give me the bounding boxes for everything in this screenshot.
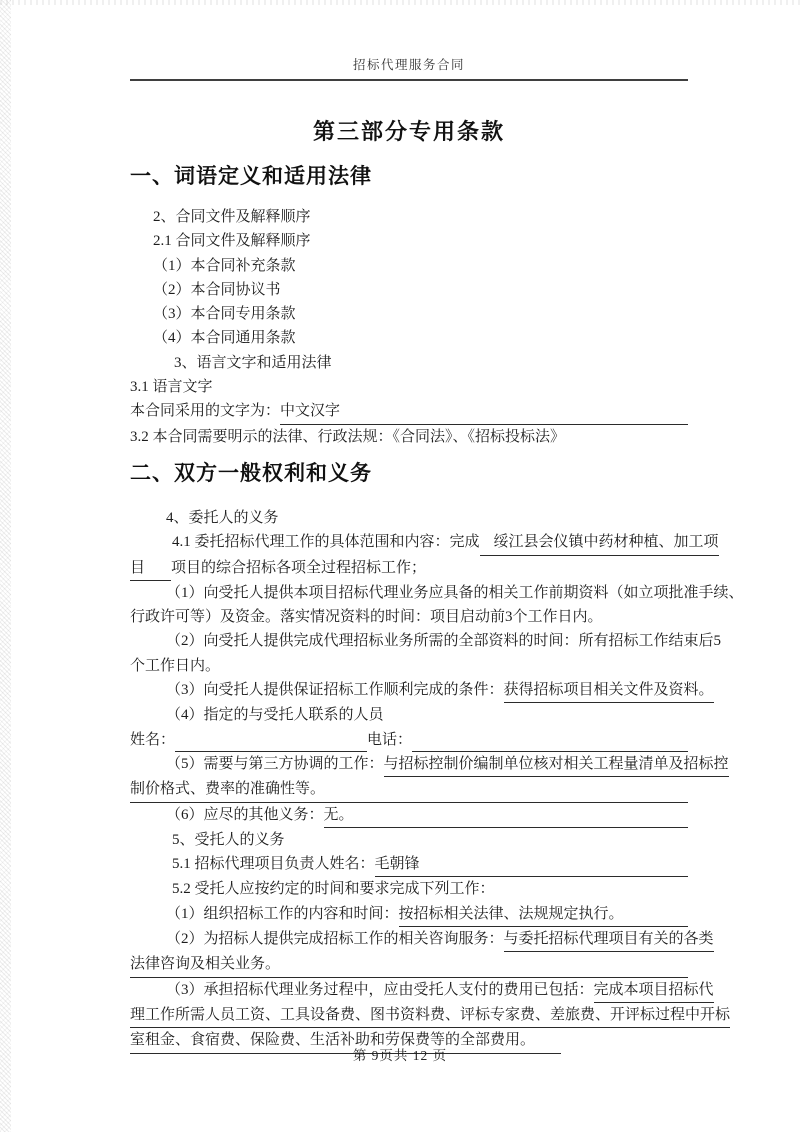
filled-value: 目 — [130, 556, 145, 581]
clause-line: 行政许可等）及资金。落实情况资料的时间：项目启动前3个工作日内。 — [130, 609, 603, 626]
page-content — [0, 57, 800, 1054]
running-header — [130, 57, 688, 81]
filled-value: 理工作所需人员工资、工具设备费、图书资料费、评标专家费、差旅费、开评标过程中开标 — [130, 1003, 730, 1028]
clause-line — [130, 803, 688, 828]
filled-value: 与招标控制价编制单位核对相关工程量清单及招标控 — [384, 752, 729, 777]
running-header-title: 招标代理服务合同 — [352, 58, 465, 72]
filled-value: 毛朝锋 — [375, 852, 420, 877]
contact-line — [130, 728, 688, 752]
part-title: 第三部分专用条款 — [312, 119, 505, 144]
section2-heading: 二、双方一般权利和义务 — [130, 460, 372, 485]
fill-underline — [420, 852, 688, 877]
filled-value: 按招标相关法律、法规规定执行。 — [399, 902, 624, 927]
clause-line: 3、语言文字和适用法律 — [174, 354, 332, 371]
clause-line — [130, 777, 688, 802]
filled-value: 室租金、食宿费、保险费、生活补助和劳保费等的全部费用。 — [130, 1028, 535, 1053]
filled-value: 绥江县会仪镇中药材种植、加工项 — [494, 530, 719, 555]
clause-line — [130, 752, 729, 777]
clause-line: 5、受托人的义务 — [172, 831, 285, 848]
phone-blank-underline — [412, 728, 688, 752]
clause-line: （3）本合同专用条款 — [153, 306, 296, 323]
phone-label: 电话： — [367, 731, 413, 748]
fill-underline — [340, 399, 688, 424]
clause-line: 3.2 本合同需要明示的法律、行政法规：《合同法》、《招标投标法》 — [130, 428, 566, 445]
language-line — [130, 399, 688, 424]
clause-text: （5）需要与第三方协调的工作： — [166, 755, 384, 772]
scan-noise-top — [0, 0, 800, 5]
clause-line: （4）本合同通用条款 — [153, 330, 296, 347]
clause-line — [130, 978, 714, 1003]
clause-line: 3.1 语言文字 — [130, 379, 213, 396]
fill-underline — [325, 777, 688, 802]
clause-text: 4.1 委托招标代理工作的具体范围和内容：完成 — [172, 534, 480, 551]
clause-line: 5.2 受托人应按约定的时间和要求完成下列工作： — [172, 881, 495, 898]
clause-line: （4）指定的与受托人联系的人员 — [166, 707, 384, 724]
clause-line — [130, 678, 714, 703]
blank-underline — [480, 530, 494, 555]
filled-value: 获得招标项目相关文件及资料。 — [504, 678, 714, 703]
fill-underline — [354, 803, 688, 828]
clause-line: 2.1 合同文件及解释顺序 — [153, 233, 311, 250]
clause-line — [130, 530, 719, 555]
filled-value: 制价格式、费率的准确性等。 — [130, 777, 325, 802]
clause-text: （2）为招标人提供完成招标工作的相关咨询服务： — [166, 931, 504, 948]
clause-line — [130, 927, 714, 952]
page-number: 第 9页共 12 页 — [352, 1048, 448, 1063]
clause-text: 5.1 招标代理项目负责人姓名： — [172, 856, 375, 873]
section1-body — [130, 205, 688, 449]
clause-line — [130, 556, 688, 581]
clause-line: （2）向受托人提供完成代理招标业务所需的全部资料的时间：所有招标工作结束后5 — [166, 633, 722, 650]
clause-line — [130, 1003, 731, 1028]
clause-line — [130, 952, 688, 977]
clause-line — [130, 902, 688, 927]
clause-line: （1）本合同补充条款 — [153, 257, 296, 274]
section1-heading: 一、词语定义和适用法律 — [130, 164, 372, 188]
clause-text: （3）向受托人提供保证招标工作顺利完成的条件： — [166, 682, 504, 699]
clause-line: （2）本合同协议书 — [153, 281, 281, 298]
clause-line: 个工作日内。 — [130, 657, 221, 674]
fill-underline — [624, 902, 688, 927]
section2-body — [130, 506, 744, 1054]
clause-text: （6）应尽的其他义务： — [166, 806, 324, 823]
clause-line — [130, 852, 688, 877]
clause-line: （1）向受托人提供本项目招标代理业务应具备的相关工作前期资料（如立项批准手续、 — [166, 584, 744, 601]
name-blank-underline — [175, 728, 367, 752]
filled-value: 法律咨询及相关业务。 — [130, 952, 280, 977]
clause-text: （3）承担招标代理业务过程中，应由受托人支付的费用已包括： — [166, 981, 594, 998]
clause-text: （1）组织招标工作的内容和时间： — [166, 905, 399, 922]
clause-text: 项目的综合招标各项全过程招标工作； — [171, 559, 427, 576]
filled-value: 与委托招标代理项目有关的各类 — [504, 927, 714, 952]
clause-line: 4、委托人的义务 — [166, 509, 279, 526]
filled-value: 中文汉字 — [280, 399, 340, 424]
blank-underline — [145, 556, 171, 581]
fill-underline — [280, 952, 688, 977]
clause-text: 本合同采用的文字为： — [130, 403, 281, 420]
name-label: 姓名： — [130, 731, 176, 748]
filled-value: 无。 — [324, 803, 354, 828]
clause-line: 2、合同文件及解释顺序 — [153, 209, 311, 225]
filled-value: 完成本项目招标代 — [594, 978, 714, 1003]
